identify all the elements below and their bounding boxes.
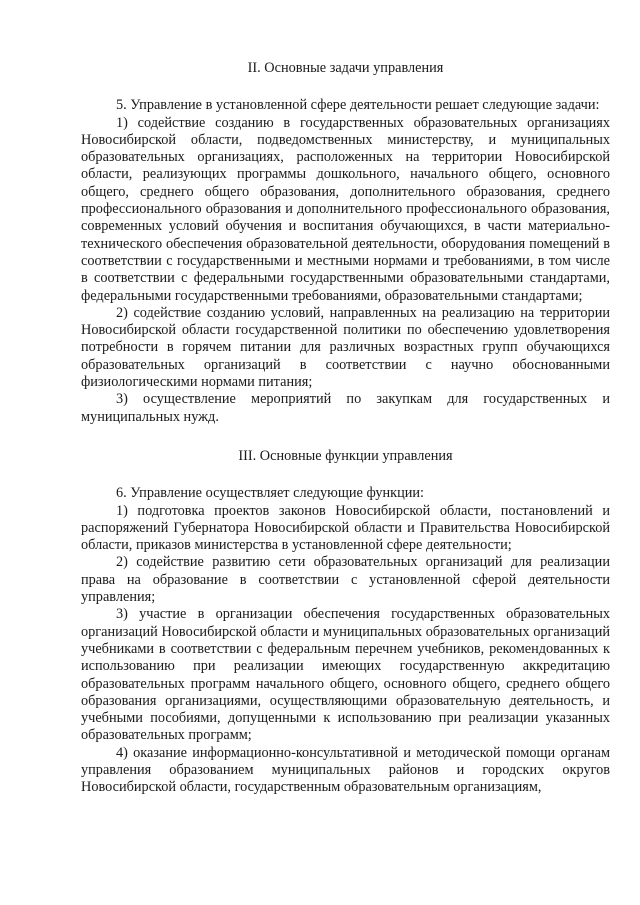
section-3-item-3: 3) участие в организации обеспечения государственных образовательных организаций Новосибирской области и муниципальных образовательных организаций учебниками в соответствии с федеральным перечнем учебников, рекомендованных к использованию при реализации имеющих государственную аккредитацию образовательных программ начального общего, основного общего, среднего общего образования организациями, осуществляющими образовательную деятельность, и учебными пособиями, допущенными к использованию при реализации указанных образовательных программ; [81,606,610,744]
section-2-heading: II. Основные задачи управления [247,60,444,76]
section-2-item-1: 1) содействие созданию в государственных образовательных организациях Новосибирской области, подведомственных министерству, и муниципальных образовательных организациях, расположенных на территории Новосибирской области, реализующих программы дошкольного, начального общего, основного общего, среднего общего образования, дополнительного образования, среднего профессионального образования и дополнительного профессионального образования, современных условий обучения и воспитания обучающихся, в части материально-технического обеспечения образовательной деятельности, оборудования помещений в соответствии с государственными и местными нормами и требованиями, в том числе в соответствии с федеральными государственными образовательными стандартами, федеральными государственными требованиями, образовательными стандартами; [81,114,610,304]
section-3-item-2: 2) содействие развитию сети образовательных организаций для реализации права на образование в соответствии с установленной сферой деятельности управления; [81,554,610,606]
document-page [81,60,610,797]
section-2-item-2: 2) содействие созданию условий, направленных на реализацию на территории Новосибирской области государственной политики по обеспечению удовлетворения потребности в горячем питании для различных возрастных групп обучающихся образовательных организаций в соответствии с научно обоснованными физиологическими нормами питания; [81,304,610,391]
section-3-intro: 6. Управление осуществляет следующие функции: [116,485,425,502]
section-3-item-4: 4) оказание информационно-консультативной и методической помощи органам управления образованием муниципальных районов и городских округов Новосибирской области, государственным образовательным организациям, [81,744,610,796]
section-3-item-1: 1) подготовка проектов законов Новосибирской области, постановлений и распоряжений Губернатора Новосибирской области и Правительства Новосибирской области, приказов министерства в установленной сфере деятельности; [81,502,610,554]
section-3-heading: III. Основные функции управления [238,447,453,464]
section-2-item-3: 3) осуществление мероприятий по закупкам для государственных и муниципальных нужд. [81,391,610,425]
section-2-intro: 5. Управление в установленной сфере деятельности решает следующие задачи: [116,97,600,114]
